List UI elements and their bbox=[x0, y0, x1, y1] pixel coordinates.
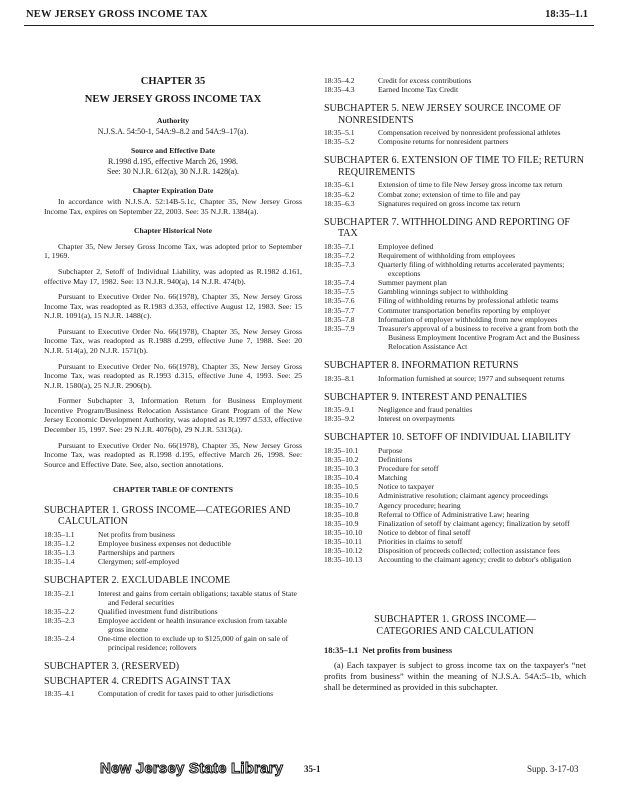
section-title: Net profits from business bbox=[362, 646, 453, 656]
toc-entry-number: 18:35–7.3 bbox=[324, 259, 355, 269]
toc-entry bbox=[324, 180, 586, 189]
toc-entry-title: Earned Income Tax Credit bbox=[378, 85, 459, 95]
toc-entry bbox=[44, 548, 302, 557]
authority-heading: Authority bbox=[156, 115, 190, 125]
subchapter-heading: SUBCHAPTER 4. CREDITS AGAINST TAX bbox=[44, 675, 231, 687]
expiration-text: In accordance with N.J.S.A. 52:14B-5.1c, Chapter 35, New Jersey Gross Income Tax, expires on September 22, 2003. See: 35 N.J.R. 1384(a). bbox=[44, 197, 302, 216]
toc-list bbox=[44, 530, 302, 566]
toc-entry-number: 18:35–8.1 bbox=[324, 373, 355, 383]
library-stamp: New Jersey State Library bbox=[100, 760, 284, 777]
toc-entry-title: One-time election to exclude up to $125,000 of gain on sale of principal residence; rollovers bbox=[98, 634, 289, 653]
toc-entry-title: Requirement of withholding from employees bbox=[378, 250, 516, 260]
toc-entry bbox=[324, 501, 586, 510]
toc-entry-number: 18:35–7.5 bbox=[324, 287, 355, 297]
toc-entry bbox=[324, 555, 586, 564]
subchapter-heading: SUBCHAPTER 10. SETOFF OF INDIVIDUAL LIABILITY bbox=[324, 432, 572, 444]
page-footer bbox=[0, 760, 619, 790]
section-body: (a) Each taxpayer is subject to gross income tax on the taxpayer's “net profits from business” within the meaning of N.J.S.A. 54A:5–1b, which shall be determined as provided in this subchapter. bbox=[324, 659, 586, 693]
toc-entry bbox=[324, 190, 586, 199]
toc-entry bbox=[324, 260, 586, 278]
source-line: R.1998 d.195, effective March 26, 1998. bbox=[107, 157, 239, 167]
toc-entry bbox=[324, 137, 586, 146]
toc-entry-number: 18:35–10.9 bbox=[324, 518, 359, 528]
toc-entry-number: 18:35–7.7 bbox=[324, 305, 355, 315]
subchapter-heading: SUBCHAPTER 6. EXTENSION OF TIME TO FILE; RETURN REQUIREMENTS bbox=[324, 155, 585, 178]
toc-entry bbox=[324, 306, 586, 315]
toc-entry-title: Employee defined bbox=[378, 241, 434, 251]
toc-entry-number: 18:35–1.4 bbox=[44, 556, 75, 566]
toc-entry bbox=[324, 546, 586, 555]
toc-entry bbox=[324, 405, 586, 414]
toc-entry-title: Quarterly filing of withholding returns accelerated payments; exceptions bbox=[378, 259, 565, 279]
toc-list bbox=[324, 374, 586, 383]
toc-entry-title: Combat zone; extension of time to file and pay bbox=[378, 189, 521, 199]
source-line: See: 30 N.J.R. 612(a), 30 N.J.R. 1428(a). bbox=[107, 167, 239, 177]
toc-entry-title: Disposition of proceeds collected; collection assistance fees bbox=[378, 546, 560, 556]
toc-entry bbox=[324, 278, 586, 287]
toc-entry-number: 18:35–7.8 bbox=[324, 314, 355, 324]
toc-entry bbox=[324, 315, 586, 324]
subchapter-heading: SUBCHAPTER 7. WITHHOLDING AND REPORTING OF TAX bbox=[324, 216, 570, 240]
toc-heading: CHAPTER TABLE OF CONTENTS bbox=[113, 485, 233, 495]
history-paragraph: Chapter 35, New Jersey Gross Income Tax, was adopted prior to September 1, 1969. bbox=[44, 241, 302, 261]
toc-entry-number: 18:35–6.3 bbox=[324, 198, 355, 208]
toc-entry-title: Qualified investment fund distributions bbox=[98, 606, 218, 616]
toc-entry bbox=[324, 287, 586, 296]
toc-entry-title: Filing of withholding returns by professional athletic teams bbox=[378, 296, 559, 306]
toc-entry bbox=[324, 455, 586, 464]
authority-text: N.J.S.A. 54:50-1, 54A:9–8.2 and 54A:9–17(a). bbox=[97, 127, 249, 137]
toc-entry bbox=[324, 251, 586, 260]
toc-entry bbox=[324, 324, 586, 351]
toc-entry bbox=[324, 491, 586, 500]
toc-entry-number: 18:35–2.4 bbox=[44, 634, 75, 644]
toc-entry-title: Compensation received by nonresident professional athletes bbox=[378, 128, 561, 138]
toc-entry-number: 18:35–9.1 bbox=[324, 405, 355, 415]
supplement-date: Supp. 3-17-03 bbox=[527, 764, 579, 774]
toc-entry-title: Notice to debtor of final setoff bbox=[378, 527, 471, 537]
subchapter-heading: SUBCHAPTER 2. EXCLUDABLE INCOME bbox=[44, 575, 231, 587]
toc-entry-title: Clergymen; self-employed bbox=[98, 556, 180, 566]
toc-entry-number: 18:35–7.1 bbox=[324, 241, 355, 251]
toc-entry-title: Signatures required on gross income tax return bbox=[378, 198, 521, 208]
toc-entry-number: 18:35–6.1 bbox=[324, 180, 355, 190]
history-paragraph: Former Subchapter 3, Information Return for Business Employment Incentive Program/Business Relocation Assistance Grant Program of the New Jersey Economic Development Authority, was adopted as R.1997 d.533, effective December 15, 1997. See: 29 N.J.R. 4076(b), 29 N.J.R. 5313(a). bbox=[44, 396, 302, 435]
subchapter-heading: SUBCHAPTER 9. INTEREST AND PENALTIES bbox=[324, 391, 528, 403]
toc-entry-number: 18:35–4.1 bbox=[44, 689, 75, 699]
toc-entry bbox=[324, 128, 586, 137]
toc-list bbox=[324, 128, 586, 146]
section-heading bbox=[324, 646, 586, 656]
history-paragraph: Pursuant to Executive Order No. 66(1978), Chapter 35, New Jersey Gross Income Tax, was readopted as R.1998 d.195, effective March 26, 1998. See: Source and Effective Date. See, also, section annotations. bbox=[44, 440, 302, 469]
toc-entry bbox=[324, 519, 586, 528]
subchapter-heading: SUBCHAPTER 1. GROSS INCOME—CATEGORIES AND CALCULATION bbox=[44, 504, 291, 528]
toc-entry bbox=[44, 607, 302, 616]
toc-entry bbox=[324, 510, 586, 519]
header-section-number: 18:35–1.1 bbox=[545, 9, 588, 20]
chapter-title: NEW JERSEY GROSS INCOME TAX bbox=[84, 93, 262, 105]
toc-entry-title: Administrative resolution; claimant agency proceedings bbox=[378, 491, 548, 501]
toc-entry-title: Partnerships and partners bbox=[98, 547, 175, 557]
toc-entry-number: 18:35–7.2 bbox=[324, 250, 355, 260]
toc-entry-number: 18:35–2.2 bbox=[44, 606, 75, 616]
source-heading: Source and Effective Date bbox=[130, 145, 215, 155]
toc-entry bbox=[324, 76, 586, 85]
history-paragraph: Subchapter 2, Setoff of Individual Liability, was adopted as R.1982 d.161, effective May 17, 1982. See: 13 N.J.R. 940(a), 14 N.J.R. 474(b). bbox=[44, 266, 302, 286]
toc-entry-number: 18:35–5.2 bbox=[324, 137, 355, 147]
toc-entry-number: 18:35–9.2 bbox=[324, 414, 355, 424]
toc-entry-number: 18:35–10.1 bbox=[324, 445, 359, 455]
toc-entry bbox=[324, 199, 586, 208]
toc-entry-number: 18:35–10.13 bbox=[324, 555, 363, 565]
toc-entry-title: Information furnished at source; 1977 and subsequent returns bbox=[378, 373, 565, 383]
history-paragraph: Pursuant to Executive Order No. 66(1978), Chapter 35, New Jersey Gross Income Tax, was readopted as R.1983 d.353, effective August 12, 1983. See: 15 N.J.R. 1091(a), 15 N.J.R. 1488(c). bbox=[44, 292, 302, 321]
toc-list bbox=[44, 589, 302, 653]
toc-list bbox=[324, 180, 586, 207]
toc-entry bbox=[44, 539, 302, 548]
toc-entry-title: Computation of credit for taxes paid to other jurisdictions bbox=[98, 689, 274, 699]
toc-entry-number: 18:35–10.10 bbox=[324, 527, 363, 537]
toc-entry-title: Referral to Office of Administrative Law; hearing bbox=[378, 509, 530, 519]
toc-entry bbox=[324, 482, 586, 491]
toc-entry-title: Summer payment plan bbox=[378, 278, 447, 288]
toc-entry-number: 18:35–10.7 bbox=[324, 500, 359, 510]
toc-entry bbox=[324, 528, 586, 537]
body-subchapter-heading-line: SUBCHAPTER 1. GROSS INCOME— bbox=[374, 614, 536, 626]
toc-entry-number: 18:35–1.3 bbox=[44, 547, 75, 557]
toc-list bbox=[324, 405, 586, 423]
toc-entry bbox=[324, 464, 586, 473]
toc-entry-title: Interest on overpayments bbox=[378, 414, 455, 424]
toc-entry-title: Notice to taxpayer bbox=[378, 482, 435, 492]
running-header bbox=[24, 0, 594, 26]
toc-entry-title: Extension of time to file New Jersey gross income tax return bbox=[378, 180, 563, 190]
subchapter-heading: SUBCHAPTER 5. NEW JERSEY SOURCE INCOME OF NONRESIDENTS bbox=[324, 103, 561, 126]
toc-entry-number: 18:35–7.6 bbox=[324, 296, 355, 306]
left-column bbox=[44, 76, 302, 698]
toc-entry-title: Accounting to the claimant agency; credit to debtor's obligation bbox=[378, 555, 572, 565]
toc-entry-number: 18:35–4.3 bbox=[324, 85, 355, 95]
toc-entry bbox=[324, 85, 586, 94]
toc-entry-number: 18:35–10.2 bbox=[324, 455, 359, 465]
toc-entry-title: Negligence and fraud penalties bbox=[378, 405, 473, 415]
toc-entry-title: Treasurer's approval of a business to receive a grant from both the Business Employment Incentive Program Act and the Business Relocation Assistance Act bbox=[378, 323, 580, 351]
header-title: NEW JERSEY GROSS INCOME TAX bbox=[26, 9, 208, 20]
toc-entry-number: 18:35–10.11 bbox=[324, 537, 362, 546]
toc-entry-title: Priorities in claims to setoff bbox=[378, 537, 463, 546]
toc-entry-number: 18:35–7.9 bbox=[324, 323, 355, 333]
toc-entry-number: 18:35–2.1 bbox=[44, 588, 75, 598]
section-number: 18:35–1.1 bbox=[324, 646, 359, 656]
expiration-heading: Chapter Expiration Date bbox=[132, 185, 214, 195]
toc-entry-number: 18:35–1.2 bbox=[44, 538, 75, 548]
toc-entry-title: Interest and gains from certain obligations; taxable status of State and Federal securities bbox=[98, 588, 297, 607]
right-column bbox=[324, 76, 586, 694]
subchapter-heading: SUBCHAPTER 3. (RESERVED) bbox=[44, 661, 180, 673]
toc-entry-title: Gambling winnings subject to withholding bbox=[378, 287, 508, 297]
header-rule bbox=[24, 25, 594, 26]
toc-entry-title: Purpose bbox=[378, 445, 403, 455]
toc-list bbox=[324, 76, 586, 94]
page-number: 35-1 bbox=[304, 764, 321, 774]
toc-entry bbox=[324, 296, 586, 305]
toc-entry-title: Commuter transportation benefits reporting by employer bbox=[378, 305, 551, 315]
history-paragraph: Pursuant to Executive Order No. 66(1978), Chapter 35, New Jersey Gross Income Tax, was readopted as R.1988 d.299, effective June 7, 1988. See: 20 N.J.R. 514(a), 20 N.J.R. 1571(b). bbox=[44, 326, 302, 355]
toc-entry bbox=[44, 589, 302, 607]
history-notes bbox=[44, 242, 302, 470]
toc-entry-title: Information of employer withholding from new employees bbox=[378, 314, 558, 324]
toc-entry-title: Agency procedure; hearing bbox=[378, 500, 461, 510]
toc-entry-number: 18:35–2.3 bbox=[44, 615, 75, 625]
toc-entry bbox=[324, 374, 586, 383]
subchapter-heading: SUBCHAPTER 8. INFORMATION RETURNS bbox=[324, 360, 519, 372]
body-subchapter-heading-line: CATEGORIES AND CALCULATION bbox=[376, 626, 534, 638]
toc-entry-number: 18:35–10.4 bbox=[324, 473, 359, 483]
toc-entry bbox=[324, 414, 586, 423]
toc-entry-number: 18:35–7.4 bbox=[324, 278, 355, 288]
toc-entry-title: Composite returns for nonresident partners bbox=[378, 137, 509, 147]
toc-entry bbox=[324, 242, 586, 251]
toc-entry-number: 18:35–1.1 bbox=[44, 529, 75, 539]
toc-entry-title: Definitions bbox=[378, 455, 413, 465]
toc-list bbox=[44, 689, 302, 698]
toc-entry-number: 18:35–10.3 bbox=[324, 464, 359, 474]
toc-entry bbox=[44, 689, 302, 698]
toc-entry-number: 18:35–4.2 bbox=[324, 76, 355, 85]
toc-entry-title: Finalization of setoff by claimant agency; finalization by setoff bbox=[378, 518, 570, 528]
body-subchapter-heading bbox=[324, 614, 586, 638]
toc-entry bbox=[44, 634, 302, 652]
toc-entry bbox=[324, 537, 586, 546]
toc-entry-title: Credit for excess contributions bbox=[378, 76, 472, 85]
toc-entry bbox=[44, 616, 302, 634]
toc-list bbox=[324, 242, 586, 351]
toc-entry-number: 18:35–10.6 bbox=[324, 491, 359, 501]
toc-entry-number: 18:35–6.2 bbox=[324, 189, 355, 199]
toc-entry bbox=[324, 473, 586, 482]
chapter-number: CHAPTER 35 bbox=[140, 76, 206, 87]
toc-entry-title: Employee accident or health insurance exclusion from taxable gross income bbox=[98, 615, 288, 635]
toc-entry-title: Matching bbox=[378, 473, 408, 483]
history-heading: Chapter Historical Note bbox=[134, 226, 212, 236]
toc-entry-title: Procedure for setoff bbox=[378, 464, 439, 474]
toc-entry-title: Employee business expenses not deductible bbox=[98, 538, 231, 548]
toc-entry bbox=[324, 446, 586, 455]
history-paragraph: Pursuant to Executive Order No. 66(1978), Chapter 35, New Jersey Gross Income Tax, was readopted as R.1993 d.315, effective June 4, 1993. See: 25 N.J.R. 1580(a), 25 N.J.R. 2906(b). bbox=[44, 361, 302, 390]
toc-entry-number: 18:35–10.5 bbox=[324, 482, 359, 492]
toc-entry-number: 18:35–10.8 bbox=[324, 509, 359, 519]
toc-entry-number: 18:35–5.1 bbox=[324, 128, 355, 138]
toc-entry bbox=[44, 530, 302, 539]
toc-entry-title: Net profits from business bbox=[98, 529, 175, 539]
toc-entry-number: 18:35–10.12 bbox=[324, 546, 363, 556]
toc-entry bbox=[44, 557, 302, 566]
toc-list bbox=[324, 446, 586, 564]
